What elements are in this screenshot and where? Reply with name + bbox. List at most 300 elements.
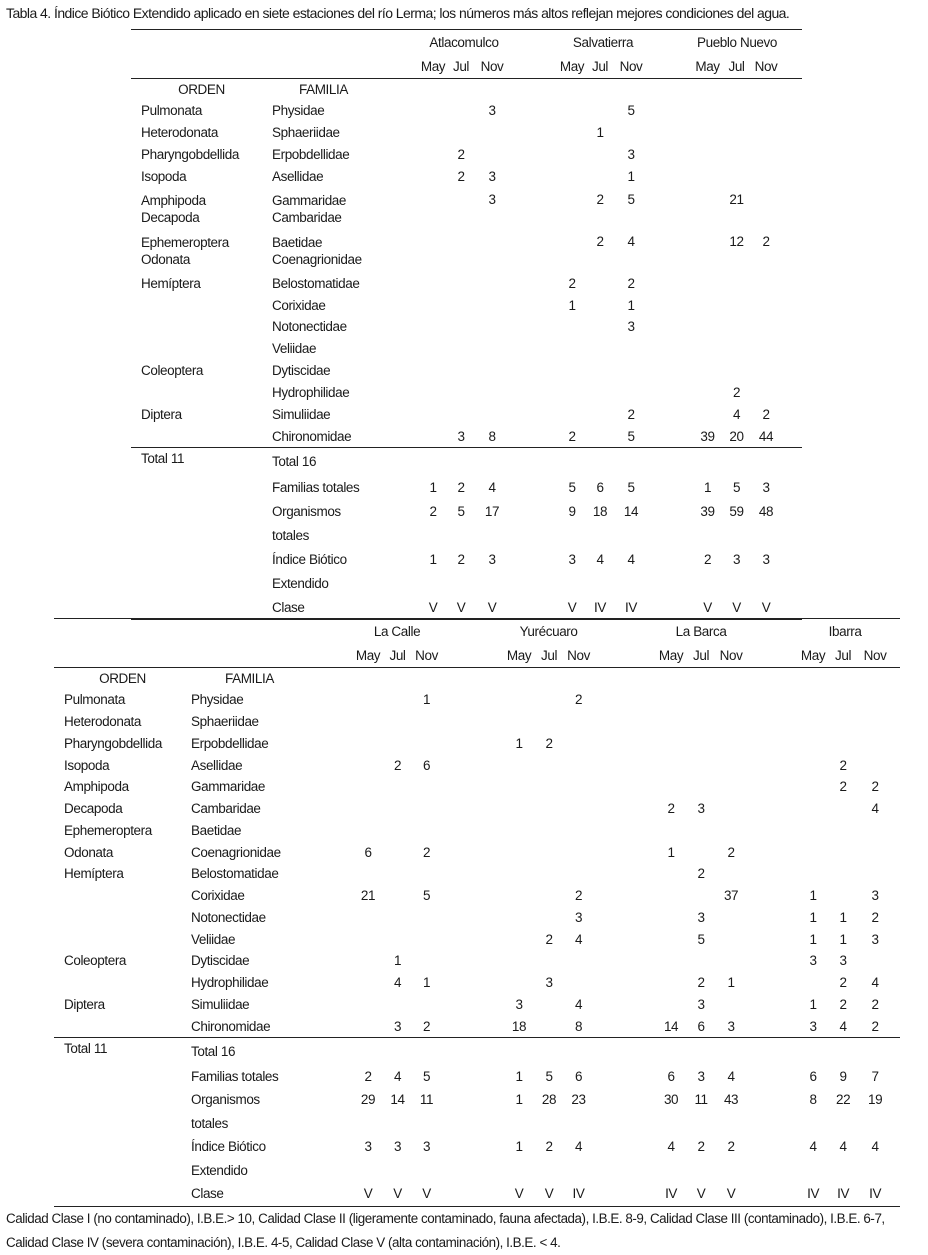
count-value: 3 <box>809 1018 817 1034</box>
column-spacer <box>648 523 693 547</box>
taxon-row <box>131 294 802 316</box>
empty-cell <box>353 1112 383 1136</box>
count-value <box>419 166 447 188</box>
column-spacer <box>892 863 900 885</box>
column-spacer <box>341 1065 353 1089</box>
column-spacer <box>509 523 558 547</box>
total-value: 7 <box>871 1068 879 1084</box>
count-value <box>858 950 892 972</box>
count-value: 3 <box>727 1018 735 1034</box>
column-spacer <box>648 79 693 101</box>
familia-cell: Erpobdellidae <box>272 147 350 163</box>
count-value <box>716 798 746 820</box>
column-spacer <box>858 668 892 690</box>
column-spacer <box>892 711 900 733</box>
count-value <box>656 689 686 711</box>
count-value <box>716 711 746 733</box>
column-spacer <box>892 1065 900 1089</box>
empty-header-cell <box>272 54 402 79</box>
count-value <box>586 360 614 382</box>
count-value <box>798 711 828 733</box>
month-label: Jul <box>591 58 609 74</box>
count-value <box>353 907 383 929</box>
orden-cell: Diptera <box>141 406 182 422</box>
column-spacer <box>402 294 419 316</box>
orden-cell: Pulmonata <box>64 692 125 708</box>
column-spacer <box>593 907 656 929</box>
count-value <box>353 863 383 885</box>
column-spacer <box>648 338 693 360</box>
empty-cell <box>412 1159 441 1183</box>
column-spacer <box>593 885 656 907</box>
column-spacer <box>892 776 900 798</box>
column-spacer <box>441 711 504 733</box>
column-spacer <box>593 643 656 668</box>
count-value <box>828 689 858 711</box>
count-value: 3 <box>697 909 705 925</box>
column-spacer <box>441 1112 504 1136</box>
empty-cell <box>447 448 475 476</box>
total-label: Total 16 <box>191 1038 341 1065</box>
total-value: 4 <box>596 551 604 567</box>
empty-cell <box>693 448 722 476</box>
column-spacer <box>509 448 558 476</box>
column-spacer <box>341 1088 353 1112</box>
count-value: 4 <box>839 1018 847 1034</box>
familia-cell: Baetidae Coenagrionidae <box>272 234 362 267</box>
column-spacer <box>441 776 504 798</box>
taxon-row <box>54 733 900 755</box>
empty-cell <box>558 571 586 595</box>
column-spacer <box>746 711 798 733</box>
count-value <box>686 689 716 711</box>
column-spacer <box>746 1112 798 1136</box>
count-value <box>353 689 383 711</box>
column-spacer <box>746 1065 798 1089</box>
count-value <box>353 754 383 776</box>
column-spacer <box>341 1112 353 1136</box>
column-spacer <box>341 907 353 929</box>
empty-cell <box>475 448 509 476</box>
empty-cell <box>586 571 614 595</box>
column-spacer <box>509 294 558 316</box>
orden-cell: Isopoda <box>64 757 110 773</box>
total-value: 2 <box>429 503 437 519</box>
familia-cell: Simuliidae <box>191 996 250 1012</box>
count-value: 2 <box>627 275 635 291</box>
count-value <box>504 841 534 863</box>
count-value <box>656 863 686 885</box>
count-value: 2 <box>596 191 604 207</box>
total-label: Familias totales <box>191 1068 279 1084</box>
total-value: V <box>504 1182 534 1206</box>
count-value: 5 <box>422 888 431 904</box>
empty-cell <box>504 1159 534 1183</box>
orden-cell: Decapoda <box>64 801 123 817</box>
total-value: 1 <box>515 1068 523 1084</box>
count-value <box>564 798 593 820</box>
orden-cell: Ephemeroptera Odonata <box>141 234 229 267</box>
count-value <box>419 404 447 426</box>
month-label: Jul <box>389 647 406 663</box>
count-value: 8 <box>488 428 496 444</box>
familia-cell: Belostomatidae <box>272 275 360 291</box>
empty-cell <box>586 523 614 547</box>
column-spacer <box>781 79 802 101</box>
column-spacer <box>746 1182 798 1206</box>
column-spacer <box>892 1135 900 1159</box>
column-spacer <box>746 928 798 950</box>
column-spacer <box>402 54 419 79</box>
column-spacer <box>593 1015 656 1037</box>
count-value: 2 <box>574 692 583 708</box>
column-spacer <box>892 972 900 994</box>
orden-cell: Heterodonata <box>141 125 219 141</box>
count-value <box>751 166 781 188</box>
column-spacer <box>402 523 419 547</box>
total-value: 4 <box>667 1139 675 1155</box>
count-value <box>534 841 564 863</box>
count-value <box>353 798 383 820</box>
total-value: 4 <box>839 1139 847 1155</box>
familia-cell: Veliidae <box>191 931 236 947</box>
count-value <box>419 316 447 338</box>
count-value <box>693 188 722 230</box>
column-spacer <box>412 668 441 690</box>
empty-cell <box>534 1159 564 1183</box>
total-label: Total 16 <box>272 448 402 476</box>
column-spacer <box>402 316 419 338</box>
count-value <box>564 950 593 972</box>
total-value: V <box>716 1182 746 1206</box>
column-spacer <box>593 1088 656 1112</box>
column-spacer <box>402 448 419 476</box>
column-spacer <box>892 1038 900 1065</box>
count-value <box>858 841 892 863</box>
count-value <box>693 100 722 122</box>
column-spacer <box>781 595 802 620</box>
empty-cell <box>558 448 586 476</box>
familia-header: FAMILIA <box>191 668 341 690</box>
orden-cell <box>131 316 272 338</box>
count-value <box>722 294 751 316</box>
count-value: 2 <box>422 844 431 860</box>
column-spacer <box>341 841 353 863</box>
familia-cell: Sphaeriidae <box>191 714 259 730</box>
count-value <box>353 733 383 755</box>
total-value: V <box>353 1182 383 1206</box>
total-value: 1 <box>515 1139 523 1155</box>
column-spacer <box>892 619 900 644</box>
empty-cell <box>419 571 447 595</box>
familia-cell: Notonectidae <box>272 319 347 335</box>
column-spacer <box>509 30 558 55</box>
empty-cell <box>751 523 781 547</box>
empty-cell <box>419 448 447 476</box>
column-spacer <box>648 499 693 523</box>
column-spacer <box>593 1112 656 1136</box>
orden-cell: Odonata <box>64 844 113 860</box>
total-value: 1 <box>429 551 437 567</box>
total-value: 5 <box>422 1068 431 1084</box>
column-spacer <box>509 272 558 294</box>
count-value <box>504 798 534 820</box>
empty-cell <box>858 1112 892 1136</box>
column-spacer <box>402 360 419 382</box>
count-value <box>419 425 447 447</box>
taxon-row <box>131 425 802 447</box>
count-value <box>447 338 475 360</box>
count-value <box>828 733 858 755</box>
count-value: 2 <box>596 233 604 249</box>
familia-header: FAMILIA <box>272 79 402 101</box>
column-spacer <box>892 820 900 842</box>
total-value: IV <box>656 1182 686 1206</box>
total-value: 3 <box>762 479 770 495</box>
count-value <box>564 841 593 863</box>
count-value: 3 <box>697 801 705 817</box>
count-value <box>504 907 534 929</box>
count-value <box>693 360 722 382</box>
count-value <box>419 188 447 230</box>
empty-cell <box>858 1159 892 1183</box>
orden-cell <box>131 294 272 316</box>
total-value: IV <box>586 595 614 620</box>
empty-cell <box>798 1159 828 1183</box>
taxon-row <box>131 360 802 382</box>
count-value <box>383 907 412 929</box>
count-value <box>412 863 441 885</box>
column-spacer <box>892 885 900 907</box>
count-value: 2 <box>839 779 847 795</box>
count-value <box>751 144 781 166</box>
column-spacer <box>441 643 504 668</box>
column-spacer <box>648 30 693 55</box>
month-label: Jul <box>728 58 745 74</box>
count-value <box>798 733 828 755</box>
column-spacer <box>746 950 798 972</box>
total-value: 11 <box>419 1092 434 1108</box>
count-value <box>558 230 586 272</box>
count-value: 3 <box>488 103 496 119</box>
column-spacer <box>686 668 716 690</box>
count-value: 2 <box>568 428 576 444</box>
column-spacer <box>341 619 353 644</box>
count-value <box>751 338 781 360</box>
familia-cell: Hydrophilidae <box>272 385 350 401</box>
count-value: 21 <box>360 888 376 904</box>
total-value: 3 <box>364 1139 372 1155</box>
column-spacer <box>402 230 419 272</box>
column-spacer <box>509 547 558 571</box>
count-value: 1 <box>515 735 523 751</box>
indice-biotico-row-continued <box>54 1159 900 1183</box>
taxon-row <box>131 166 802 188</box>
column-spacer <box>341 776 353 798</box>
clase-row <box>54 1182 900 1206</box>
total-value: 5 <box>732 479 741 495</box>
column-spacer <box>746 754 798 776</box>
column-spacer <box>781 30 802 55</box>
count-value <box>693 166 722 188</box>
count-value <box>534 820 564 842</box>
total-value: 5 <box>627 479 635 495</box>
count-value <box>716 689 746 711</box>
column-spacer <box>746 1088 798 1112</box>
empty-cell <box>412 1038 441 1065</box>
count-value <box>475 272 509 294</box>
orden-cell: Hemíptera <box>141 275 201 291</box>
column-spacer <box>693 79 722 101</box>
count-value <box>412 928 441 950</box>
column-spacer <box>504 668 534 690</box>
taxon-row <box>54 798 900 820</box>
orden-cell: Heterodonata <box>64 714 142 730</box>
empty-cell <box>722 571 751 595</box>
column-spacer <box>648 475 693 499</box>
count-value: 37 <box>723 888 739 904</box>
empty-cell <box>564 1038 593 1065</box>
column-spacer <box>614 79 648 101</box>
count-value <box>475 122 509 144</box>
count-value: 1 <box>809 931 817 947</box>
column-spacer <box>746 1135 798 1159</box>
count-value <box>504 928 534 950</box>
count-value <box>475 382 509 404</box>
empty-cell <box>475 571 509 595</box>
total-value: 48 <box>758 503 774 519</box>
familia-cell: Corixidae <box>191 888 245 904</box>
count-value <box>656 820 686 842</box>
column-spacer <box>341 798 353 820</box>
count-value: 3 <box>839 953 847 969</box>
count-value <box>751 100 781 122</box>
taxon-row <box>131 122 802 144</box>
total-value: 43 <box>723 1092 739 1108</box>
table-lower-stations <box>54 618 900 1207</box>
count-value <box>383 928 412 950</box>
column-spacer <box>746 994 798 1016</box>
column-spacer <box>509 79 558 101</box>
total-value: 2 <box>457 551 465 567</box>
count-value <box>798 798 828 820</box>
count-value <box>447 404 475 426</box>
column-spacer <box>441 1088 504 1112</box>
total-value: 4 <box>488 479 496 495</box>
column-spacer <box>648 144 693 166</box>
count-value: 3 <box>627 319 635 335</box>
taxon-row <box>54 928 900 950</box>
orden-cell <box>131 338 272 360</box>
familia-cell: Sphaeriidae <box>272 125 340 141</box>
count-value: 2 <box>732 385 741 401</box>
empty-cell <box>716 1159 746 1183</box>
empty-cell <box>686 1112 716 1136</box>
familia-cell: Physidae <box>191 692 244 708</box>
count-value <box>656 907 686 929</box>
count-value <box>656 885 686 907</box>
total-value: 6 <box>574 1068 583 1084</box>
table-upper-stations <box>131 29 802 620</box>
orden-cell: Coleoptera <box>141 363 204 379</box>
column-spacer <box>781 547 802 571</box>
total-label: Clase <box>272 595 402 620</box>
count-value <box>798 820 828 842</box>
count-value <box>558 100 586 122</box>
column-spacer <box>441 619 504 644</box>
count-value <box>412 711 441 733</box>
column-spacer <box>593 776 656 798</box>
total-value: 4 <box>627 551 635 567</box>
count-value <box>447 382 475 404</box>
taxon-row <box>54 863 900 885</box>
taxon-row <box>54 689 900 711</box>
column-spacer <box>441 1182 504 1206</box>
column-spacer <box>509 122 558 144</box>
column-spacer <box>781 448 802 476</box>
column-spacer <box>746 1038 798 1065</box>
familias-totales-row <box>54 1065 900 1089</box>
count-value <box>412 950 441 972</box>
count-value: 1 <box>809 909 817 925</box>
count-value <box>586 166 614 188</box>
count-value <box>447 294 475 316</box>
total-label: Extendido <box>272 575 329 591</box>
column-spacer <box>441 1135 504 1159</box>
indice-biotico-row-continued <box>131 571 802 595</box>
total-value: 2 <box>697 1139 705 1155</box>
column-spacer <box>441 689 504 711</box>
empty-header-cell <box>54 643 191 668</box>
total-value: 2 <box>457 479 465 495</box>
column-spacer <box>593 668 656 690</box>
column-spacer <box>746 885 798 907</box>
count-value: 14 <box>663 1018 679 1034</box>
empty-cell <box>353 1038 383 1065</box>
count-value: 2 <box>839 975 847 991</box>
count-value <box>722 166 751 188</box>
total-value: V <box>686 1182 716 1206</box>
column-spacer <box>341 1038 353 1065</box>
empty-cell <box>656 1038 686 1065</box>
column-spacer <box>781 144 802 166</box>
month-label: Jul <box>835 647 852 663</box>
count-value <box>353 820 383 842</box>
column-spacer <box>648 382 693 404</box>
count-value <box>722 360 751 382</box>
station-name: Yurécuaro <box>504 619 593 644</box>
count-value <box>447 272 475 294</box>
month-header-row <box>54 643 900 668</box>
empty-cell <box>828 1159 858 1183</box>
count-value: 1 <box>839 931 847 947</box>
familia-cell: Chironomidae <box>191 1018 271 1034</box>
count-value <box>412 907 441 929</box>
count-value: 4 <box>732 406 741 422</box>
organismos-totales-row-continued <box>131 523 802 547</box>
empty-header-cell <box>131 54 272 79</box>
empty-cell <box>54 1112 191 1136</box>
column-spacer <box>648 122 693 144</box>
orden-header: ORDEN <box>131 79 272 101</box>
count-value <box>722 122 751 144</box>
empty-header-cell <box>54 619 191 644</box>
column-spacer <box>746 907 798 929</box>
station-name: Salvatierra <box>558 30 648 55</box>
orden-cell: Ephemeroptera <box>64 822 152 838</box>
count-value <box>751 382 781 404</box>
column-spacer <box>441 754 504 776</box>
